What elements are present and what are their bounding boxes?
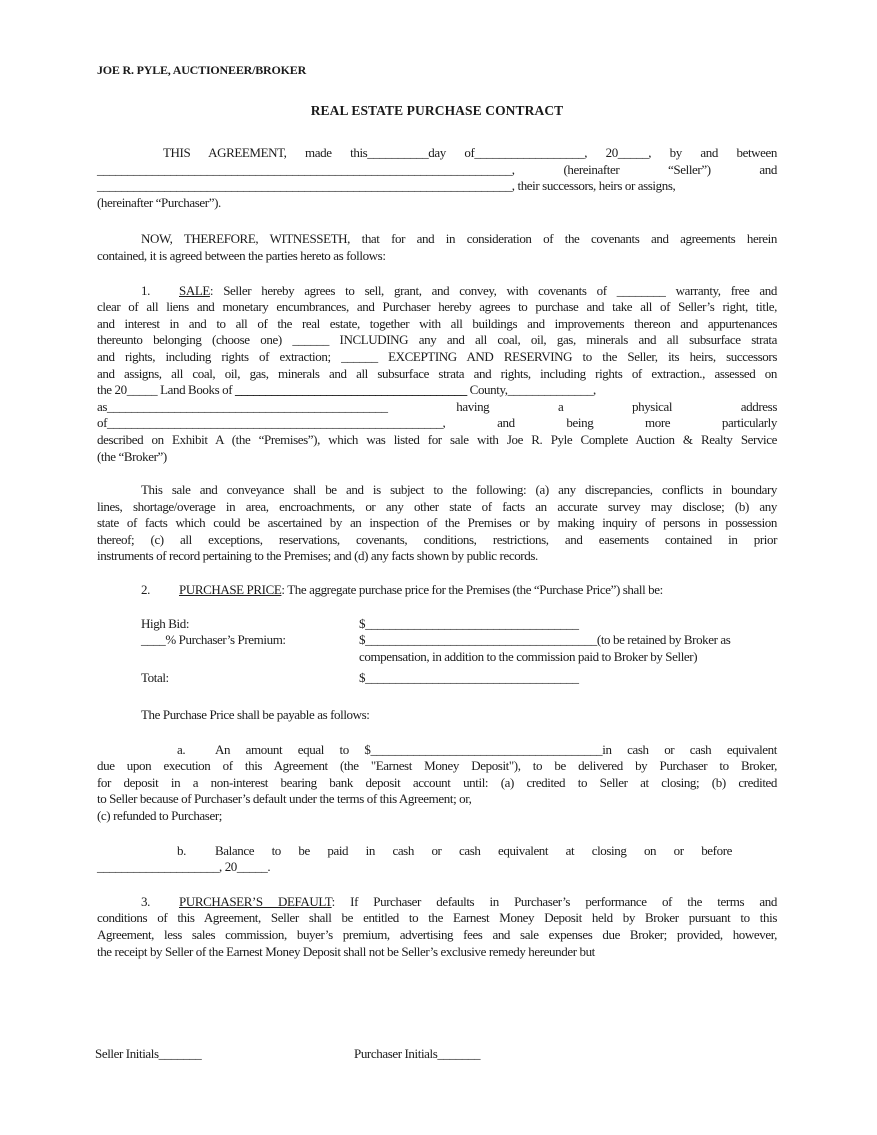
text-line: the receipt by Seller of the Earnest Money Deposit shall not be Seller’s exclusive remedy hereunder but bbox=[97, 943, 595, 959]
text-line: thereof; (c) all exceptions, reservations, covenants, conditions, restrictions, and easements contained in prior bbox=[97, 531, 777, 547]
text-line: for deposit in a non-interest bearing bank deposit account until: (a) credited to Seller at closing; (b) credited bbox=[97, 774, 777, 790]
section-1-sale bbox=[97, 283, 777, 466]
broker-name: JOE R. PYLE, AUCTIONEER/BROKER bbox=[97, 63, 307, 77]
price-blank-field: $______________________________________(to be retained by Broker as bbox=[359, 632, 731, 648]
price-blank-field: $___________________________________ bbox=[359, 670, 579, 686]
text-line: thereunto belonging (choose one) ______ INCLUDING any and all coal, oil, gas, minerals and all subsurface strata bbox=[97, 332, 777, 348]
text-run: : Seller hereby agrees to sell, grant, and convey, with covenants of ________ warranty, free and bbox=[209, 282, 777, 298]
text-line bbox=[97, 482, 777, 499]
section-heading: PURCHASE PRICE bbox=[179, 582, 282, 598]
date-blank-line: ____________________, 20_____. bbox=[97, 859, 271, 875]
land-books-line bbox=[97, 382, 777, 399]
seller-initials-blank: Seller Initials_______ bbox=[95, 1046, 202, 1061]
text-line: of_______________________________________________________, and being more particularly bbox=[97, 415, 777, 431]
page-content bbox=[97, 0, 777, 960]
conveyance-paragraph bbox=[97, 482, 777, 565]
text-run: An amount equal to $______________________________________in cash or cash equivalent bbox=[215, 741, 777, 757]
text-run: compensation, in addition to the commission paid to Broker by Seller) bbox=[359, 648, 698, 664]
item-letter: b. bbox=[177, 842, 186, 858]
text-line: instruments of record pertaining to the Premises; and (d) any facts shown by public records. bbox=[97, 548, 538, 564]
text-line: (c) refunded to Purchaser; bbox=[97, 808, 222, 823]
section-heading: PURCHASER’S DEFAULT bbox=[179, 893, 332, 909]
text-line: ____________________________________________________________________, their successors, heirs or assigns, bbox=[97, 178, 676, 194]
item-letter: a. bbox=[177, 741, 186, 757]
price-row-total bbox=[141, 670, 777, 687]
text-run: Balance to be paid in cash or cash equivalent at closing on or before bbox=[215, 842, 732, 858]
section-2-purchase-price bbox=[97, 582, 777, 599]
text-line: (hereinafter “Purchaser”). bbox=[97, 194, 221, 210]
text-run: County,______________, bbox=[466, 382, 596, 398]
section-heading-line bbox=[97, 894, 777, 911]
price-row-high-bid bbox=[141, 616, 777, 633]
witnesseth-paragraph bbox=[97, 231, 777, 264]
text-line: and interest in and to all of the real estate, together with all buildings and improvements thereon and appurtenances bbox=[97, 315, 777, 331]
payable-paragraph bbox=[97, 707, 777, 724]
price-row-premium bbox=[141, 632, 777, 649]
price-label: High Bid: bbox=[141, 615, 190, 631]
price-label: ____% Purchaser’s Premium: bbox=[141, 632, 286, 648]
text-line: and rights, including rights of extraction; ______ EXCEPTING AND RESERVING to the Seller, its heirs, successors bbox=[97, 348, 777, 364]
section-number: 2. bbox=[141, 582, 150, 598]
section-heading-line bbox=[97, 582, 777, 599]
document-title: REAL ESTATE PURCHASE CONTRACT bbox=[310, 103, 564, 118]
item-b-balance bbox=[97, 843, 777, 876]
text-line bbox=[97, 707, 777, 724]
text-run: NOW, THEREFORE, WITNESSETH, that for and in consideration of the covenants and agreements herein bbox=[141, 231, 777, 247]
text-line: described on Exhibit A (the “Premises”), which was listed for sale with Joe R. Pyle Complete Auction & Realty Service bbox=[97, 431, 777, 447]
intro-paragraph bbox=[97, 145, 777, 211]
text-line bbox=[97, 145, 777, 162]
item-first-line bbox=[97, 742, 777, 759]
text-line bbox=[97, 231, 777, 248]
text-line: to Seller because of Purchaser’s default under the terms of this Agreement; or, bbox=[97, 791, 472, 807]
blank-field: ______________________________________ bbox=[235, 382, 467, 398]
initials-footer bbox=[95, 1046, 480, 1063]
item-a-earnest-money bbox=[97, 742, 777, 825]
text-run: The Purchase Price shall be payable as follows: bbox=[141, 707, 370, 723]
text-line: Agreement, less sales commission, buyer’s premium, advertising fees and sale expenses due Broker; provided, however, bbox=[97, 926, 777, 942]
text-line: contained, it is agreed between the parties hereto as follows: bbox=[97, 247, 386, 263]
section-3-purchasers-default bbox=[97, 894, 777, 960]
text-line: (the “Broker”) bbox=[97, 448, 167, 464]
text-run: THIS AGREEMENT, made this__________day of__________________, 20_____, by and between bbox=[163, 145, 777, 160]
text-line: conditions of this Agreement, Seller shall be entitled to the Earnest Money Deposit held by Broker pursuant to this bbox=[97, 910, 777, 926]
purchaser-initials-blank: Purchaser Initials_______ bbox=[354, 1046, 481, 1061]
text-line: as______________________________________________ having a physical address bbox=[97, 398, 777, 414]
text-line: due upon execution of this Agreement (the "Earnest Money Deposit"), to be delivered by Purchaser to Broker, bbox=[97, 758, 777, 774]
item-first-line bbox=[97, 843, 777, 860]
text-line: state of facts which could be ascertained by an inspection of the Premises or by making inquiry of persons in possession bbox=[97, 515, 777, 531]
purchase-price-table bbox=[141, 616, 777, 687]
price-blank-field: $___________________________________ bbox=[359, 615, 579, 631]
text-line: ____________________________________________________________________, (hereinafter “Seller”) and bbox=[97, 161, 777, 177]
text-run: This sale and conveyance shall be and is subject to the following: (a) any discrepancies, conflicts in boundary bbox=[141, 482, 777, 498]
text-run: : If Purchaser defaults in Purchaser’s performance of the terms and bbox=[331, 893, 777, 909]
text-line: lines, shortage/overage in area, encroachments, or any other state of facts an accurate survey may disclose; (b) any bbox=[97, 498, 777, 514]
text-line: clear of all liens and monetary encumbrances, and Purchaser hereby agrees to purchase and take all of Seller’s right, title, bbox=[97, 299, 777, 315]
text-run: the 20_____ Land Books of bbox=[97, 382, 236, 398]
text-line: and assigns, all coal, oil, gas, minerals and all subsurface strata and rights, including rights of extraction., assessed on bbox=[97, 365, 777, 381]
section-heading: SALE bbox=[179, 282, 210, 298]
price-row-premium-continued bbox=[141, 649, 777, 666]
section-number: 3. bbox=[141, 893, 150, 909]
price-label: Total: bbox=[141, 670, 169, 686]
section-number: 1. bbox=[141, 282, 150, 298]
text-run: : The aggregate purchase price for the Premises (the “Purchase Price”) shall be: bbox=[281, 582, 663, 598]
section-heading-line bbox=[97, 283, 777, 300]
